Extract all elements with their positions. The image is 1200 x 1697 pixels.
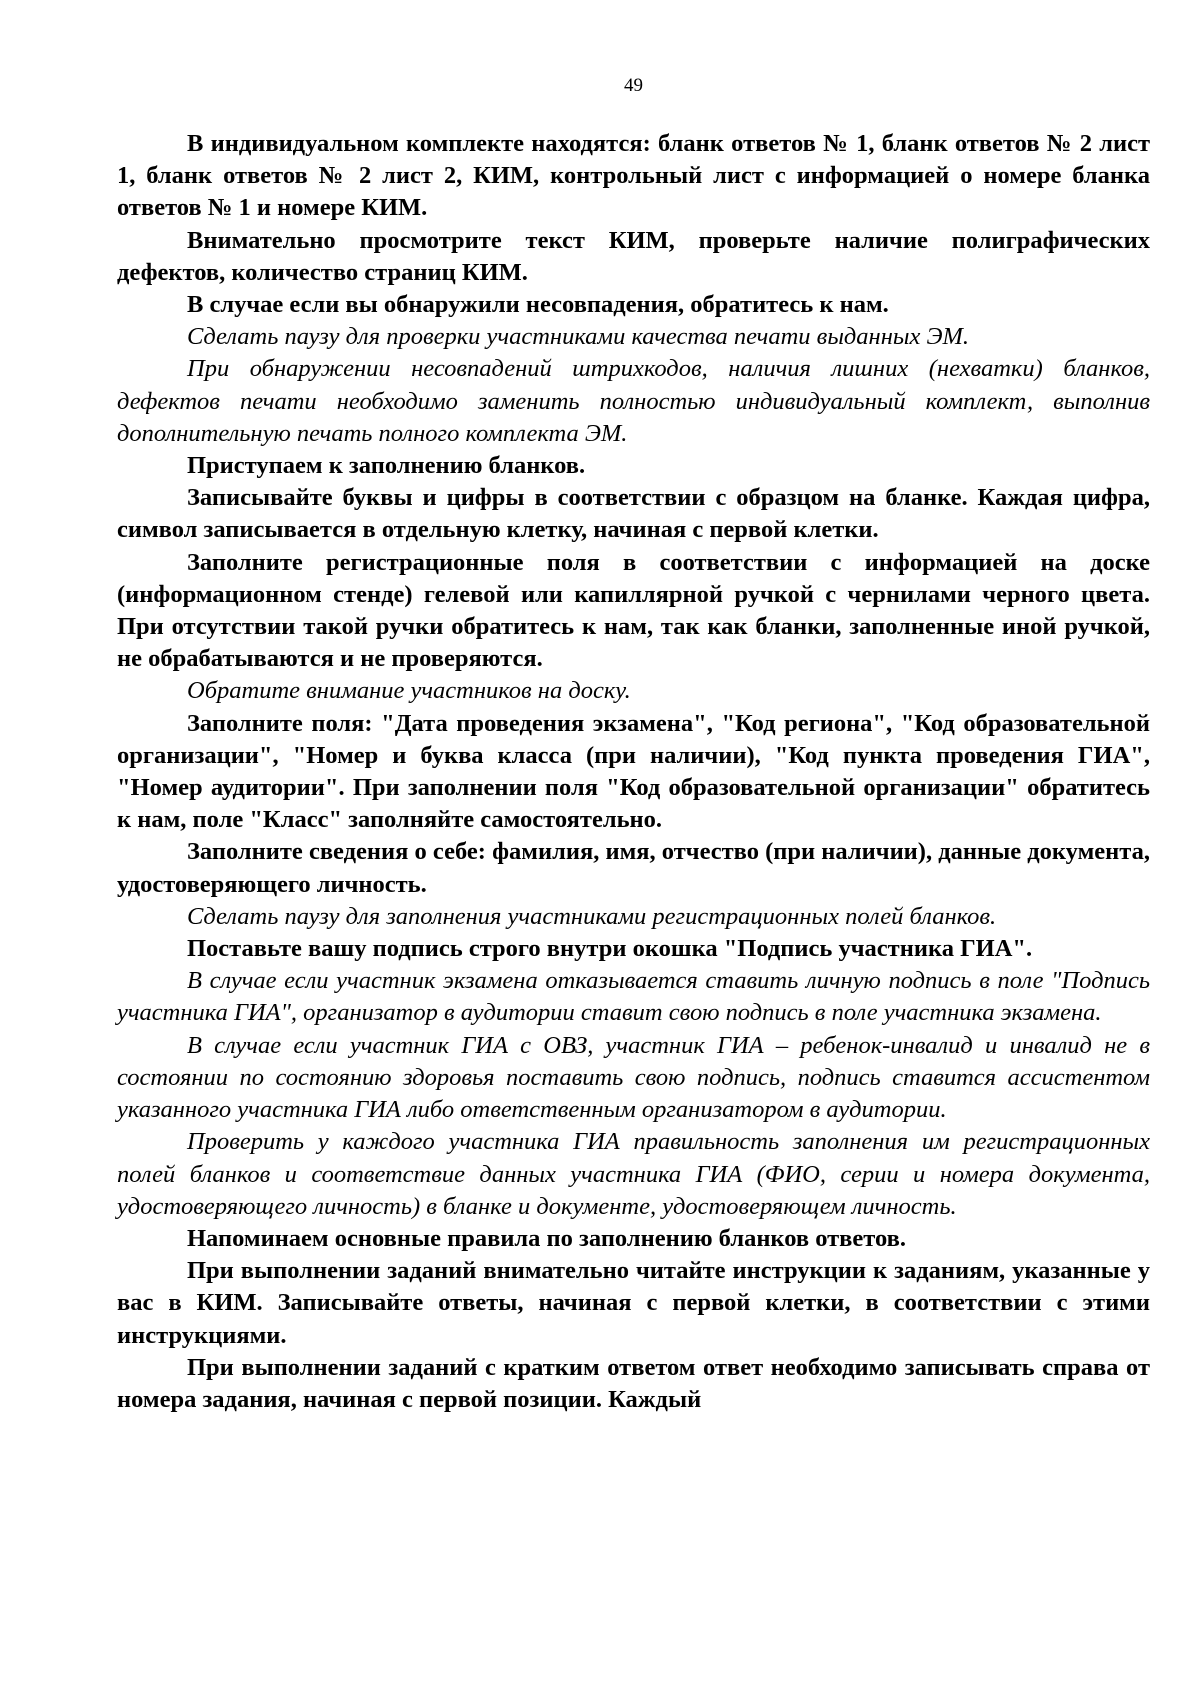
paragraph-read-instructions: При выполнении заданий внимательно читайте инструкции к заданиям, указанные у вас в КИМ. Записывайте ответы, начиная с первой клетки, в соответствии с этими инструкциями. <box>117 1257 1150 1349</box>
paragraph-rules-reminder: Напоминаем основные правила по заполнению бланков ответов. <box>187 1224 906 1252</box>
instruction-replace-kit: При обнаружении несовпадений штрихкодов, наличия лишних (нехватки) бланков, дефектов печати необходимо заменить полностью индивидуальный комплект, выполнив дополнительную печать полного комплекта ЭМ. <box>117 355 1150 447</box>
paragraph-fill-fields: Заполните поля: "Дата проведения экзамена", "Код региона", "Код образовательной организации", "Номер и буква класса (при наличии), "Код пункта проведения ГИА", "Номер аудитории". При заполнении поля "Код образовательной организации" обратитесь к нам, поле "Класс" заполняйте самостоятельно. <box>117 709 1150 834</box>
paragraph-mismatch-notice: В случае если вы обнаружили несовпадения, обратитесь к нам. <box>187 291 889 319</box>
paragraph-kit-contents: В индивидуальном комплекте находятся: бланк ответов № 1, бланк ответов № 2 лист 1, бланк ответов № 2 лист 2, КИМ, контрольный лист с информацией о номере бланка ответов № 1 и номере КИМ. <box>117 130 1150 222</box>
paragraph-signature: Поставьте вашу подпись строго внутри окошка "Подпись участника ГИА". <box>187 935 1033 963</box>
page-number: 49 <box>624 75 643 96</box>
document-page <box>117 0 1150 1697</box>
instruction-look-at-board: Обратите внимание участников на доску. <box>187 677 631 705</box>
paragraph-registration-fields: Заполните регистрационные поля в соответствии с информацией на доске (информационном стенде) гелевой или капиллярной ручкой с чернилами черного цвета. При отсутствии такой ручки обратитесь к нам, так как бланки, заполненные иной ручкой, не обрабатываются и не проверяются. <box>117 548 1150 673</box>
instruction-pause-registration: Сделать паузу для заполнения участниками регистрационных полей бланков. <box>187 902 997 930</box>
paragraph-short-answer: При выполнении заданий с кратким ответом ответ необходимо записывать справа от номера задания, начиная с первой позиции. Каждый <box>117 1353 1150 1413</box>
paragraph-write-letters: Записывайте буквы и цифры в соответствии с образцом на бланке. Каждая цифра, символ записывается в отдельную клетку, начиная с первой клетки. <box>117 484 1150 544</box>
instruction-pause-print-check: Сделать паузу для проверки участниками качества печати выданных ЭМ. <box>187 323 970 351</box>
instruction-verify-fields: Проверить у каждого участника ГИА правильность заполнения им регистрационных полей бланков и соответствие данных участника ГИА (ФИО, серии и номера документа, удостоверяющего личность) в бланке и документе, удостоверяющем личность. <box>117 1128 1150 1220</box>
document-body <box>117 128 1150 1416</box>
paragraph-personal-info: Заполните сведения о себе: фамилия, имя, отчество (при наличии), данные документа, удостоверяющего личность. <box>117 838 1150 898</box>
instruction-signature-ovz: В случае если участник ГИА с ОВЗ, участник ГИА – ребенок-инвалид и инвалид не в состоянии по состоянию здоровья поставить свою подпись, подпись ставится ассистентом указанного участника ГИА либо ответственным организатором в аудитории. <box>117 1031 1150 1124</box>
paragraph-start-filling: Приступаем к заполнению бланков. <box>187 452 586 480</box>
instruction-signature-refusal: В случае если участник экзамена отказывается ставить личную подпись в поле "Подпись участника ГИА", организатор в аудитории ставит свою подпись в поле участника экзамена. <box>117 967 1150 1027</box>
paragraph-check-kim: Внимательно просмотрите текст КИМ, проверьте наличие полиграфических дефектов, количество страниц КИМ. <box>117 226 1150 286</box>
